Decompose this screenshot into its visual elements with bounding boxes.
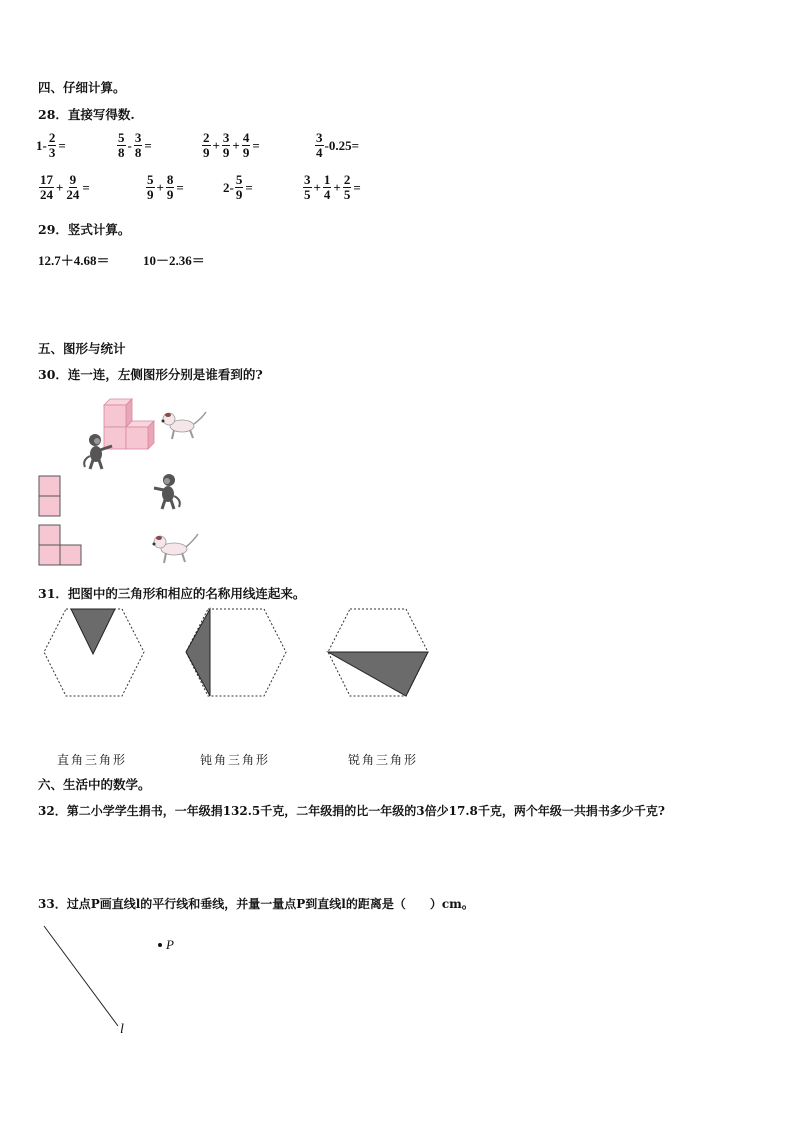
section-5-heading: 五、图形与统计 [38, 341, 126, 356]
fraction: $\frac{4}{9}$ [242, 130, 250, 160]
q28-expr-1: 1- $\frac{2}{3}$ = [36, 130, 66, 160]
fraction: $\frac{3}{8}$ [134, 130, 142, 160]
section-6-heading: 六、生活中的数学。 [38, 777, 151, 792]
point-p-dot [158, 943, 162, 947]
q32-text: 32．第二小学学生捐书，一年级捐132.5千克，二年级捐的比一年级的3倍少17.8千克，两个年级一共捐书多少千克? [38, 804, 665, 818]
line-l-label: l [120, 1022, 124, 1037]
q30-title: 30．连一连，左侧图形分别是谁看到的? [38, 367, 263, 382]
line-l-figure [40, 922, 140, 1042]
dog-icon [160, 408, 208, 442]
hexagon-figure-1 [42, 608, 146, 698]
q31-title: 31．把图中的三角形和相应的名称用线连起来。 [38, 586, 306, 601]
q33-text: 33．过点P画直线l的平行线和垂线，并量一量点P到直线l的距离是（ ）cm。 [38, 897, 474, 911]
q28-expr-7: 2- $\frac{5}{9}$ = [223, 172, 253, 202]
label-right-triangle: 直角三角形 [57, 753, 128, 767]
q28-expr-3: $\frac{2}{9}$ + $\frac{3}{9}$ + $\frac{4}{9}$ = [203, 130, 260, 160]
fraction: $\frac{3}{9}$ [222, 130, 230, 160]
fraction: $\frac{1}{4}$ [323, 172, 331, 202]
fraction: $\frac{2}{3}$ [48, 130, 56, 160]
fraction: $\frac{8}{9}$ [166, 172, 174, 202]
view-figure-2 [38, 524, 84, 568]
q28-expr-4: $\frac{3}{4}$ -0.25= [316, 130, 359, 160]
monkey-icon [82, 432, 114, 470]
fraction: $\frac{5}{8}$ [118, 130, 125, 160]
q29-problem-2: 10－2.36＝ [143, 253, 205, 268]
fraction: $\frac{17}{24}$ [40, 172, 53, 202]
fraction: $\frac{5}{9}$ [235, 172, 243, 202]
q28-expr-5: $\frac{17}{24}$ + $\frac{9}{24}$ = [40, 172, 90, 202]
fraction: $\frac{2}{9}$ [203, 130, 210, 160]
monkey-icon [152, 472, 184, 510]
label-acute-triangle: 锐角三角形 [348, 753, 419, 767]
hexagon-figure-2 [184, 608, 288, 698]
hexagon-figure-3 [326, 608, 430, 698]
section-4-heading: 四、仔细计算。 [38, 80, 126, 95]
q28-title: 28．直接写得数. [38, 107, 135, 122]
fraction: $\frac{9}{24}$ [66, 172, 80, 202]
q29-title: 29．竖式计算。 [38, 222, 131, 237]
fraction: $\frac{2}{5}$ [343, 172, 351, 202]
q28-expr-2: $\frac{5}{8}$ - $\frac{3}{8}$ = [118, 130, 152, 160]
dog-icon [150, 530, 200, 566]
q28-expr-6: $\frac{5}{9}$ + $\frac{8}{9}$ = [147, 172, 184, 202]
label-obtuse-triangle: 钝角三角形 [200, 753, 271, 767]
fraction: $\frac{3}{4}$ [316, 130, 323, 160]
fraction: $\frac{5}{9}$ [147, 172, 154, 202]
q28-expr-8: $\frac{3}{5}$ + $\frac{1}{4}$ + $\frac{2}{5}$ = [304, 172, 361, 202]
view-figure-1 [38, 475, 62, 519]
fraction: $\frac{3}{5}$ [304, 172, 311, 202]
q29-problem-1: 12.7＋4.68＝ [38, 253, 110, 268]
point-p-label: P [166, 937, 174, 952]
